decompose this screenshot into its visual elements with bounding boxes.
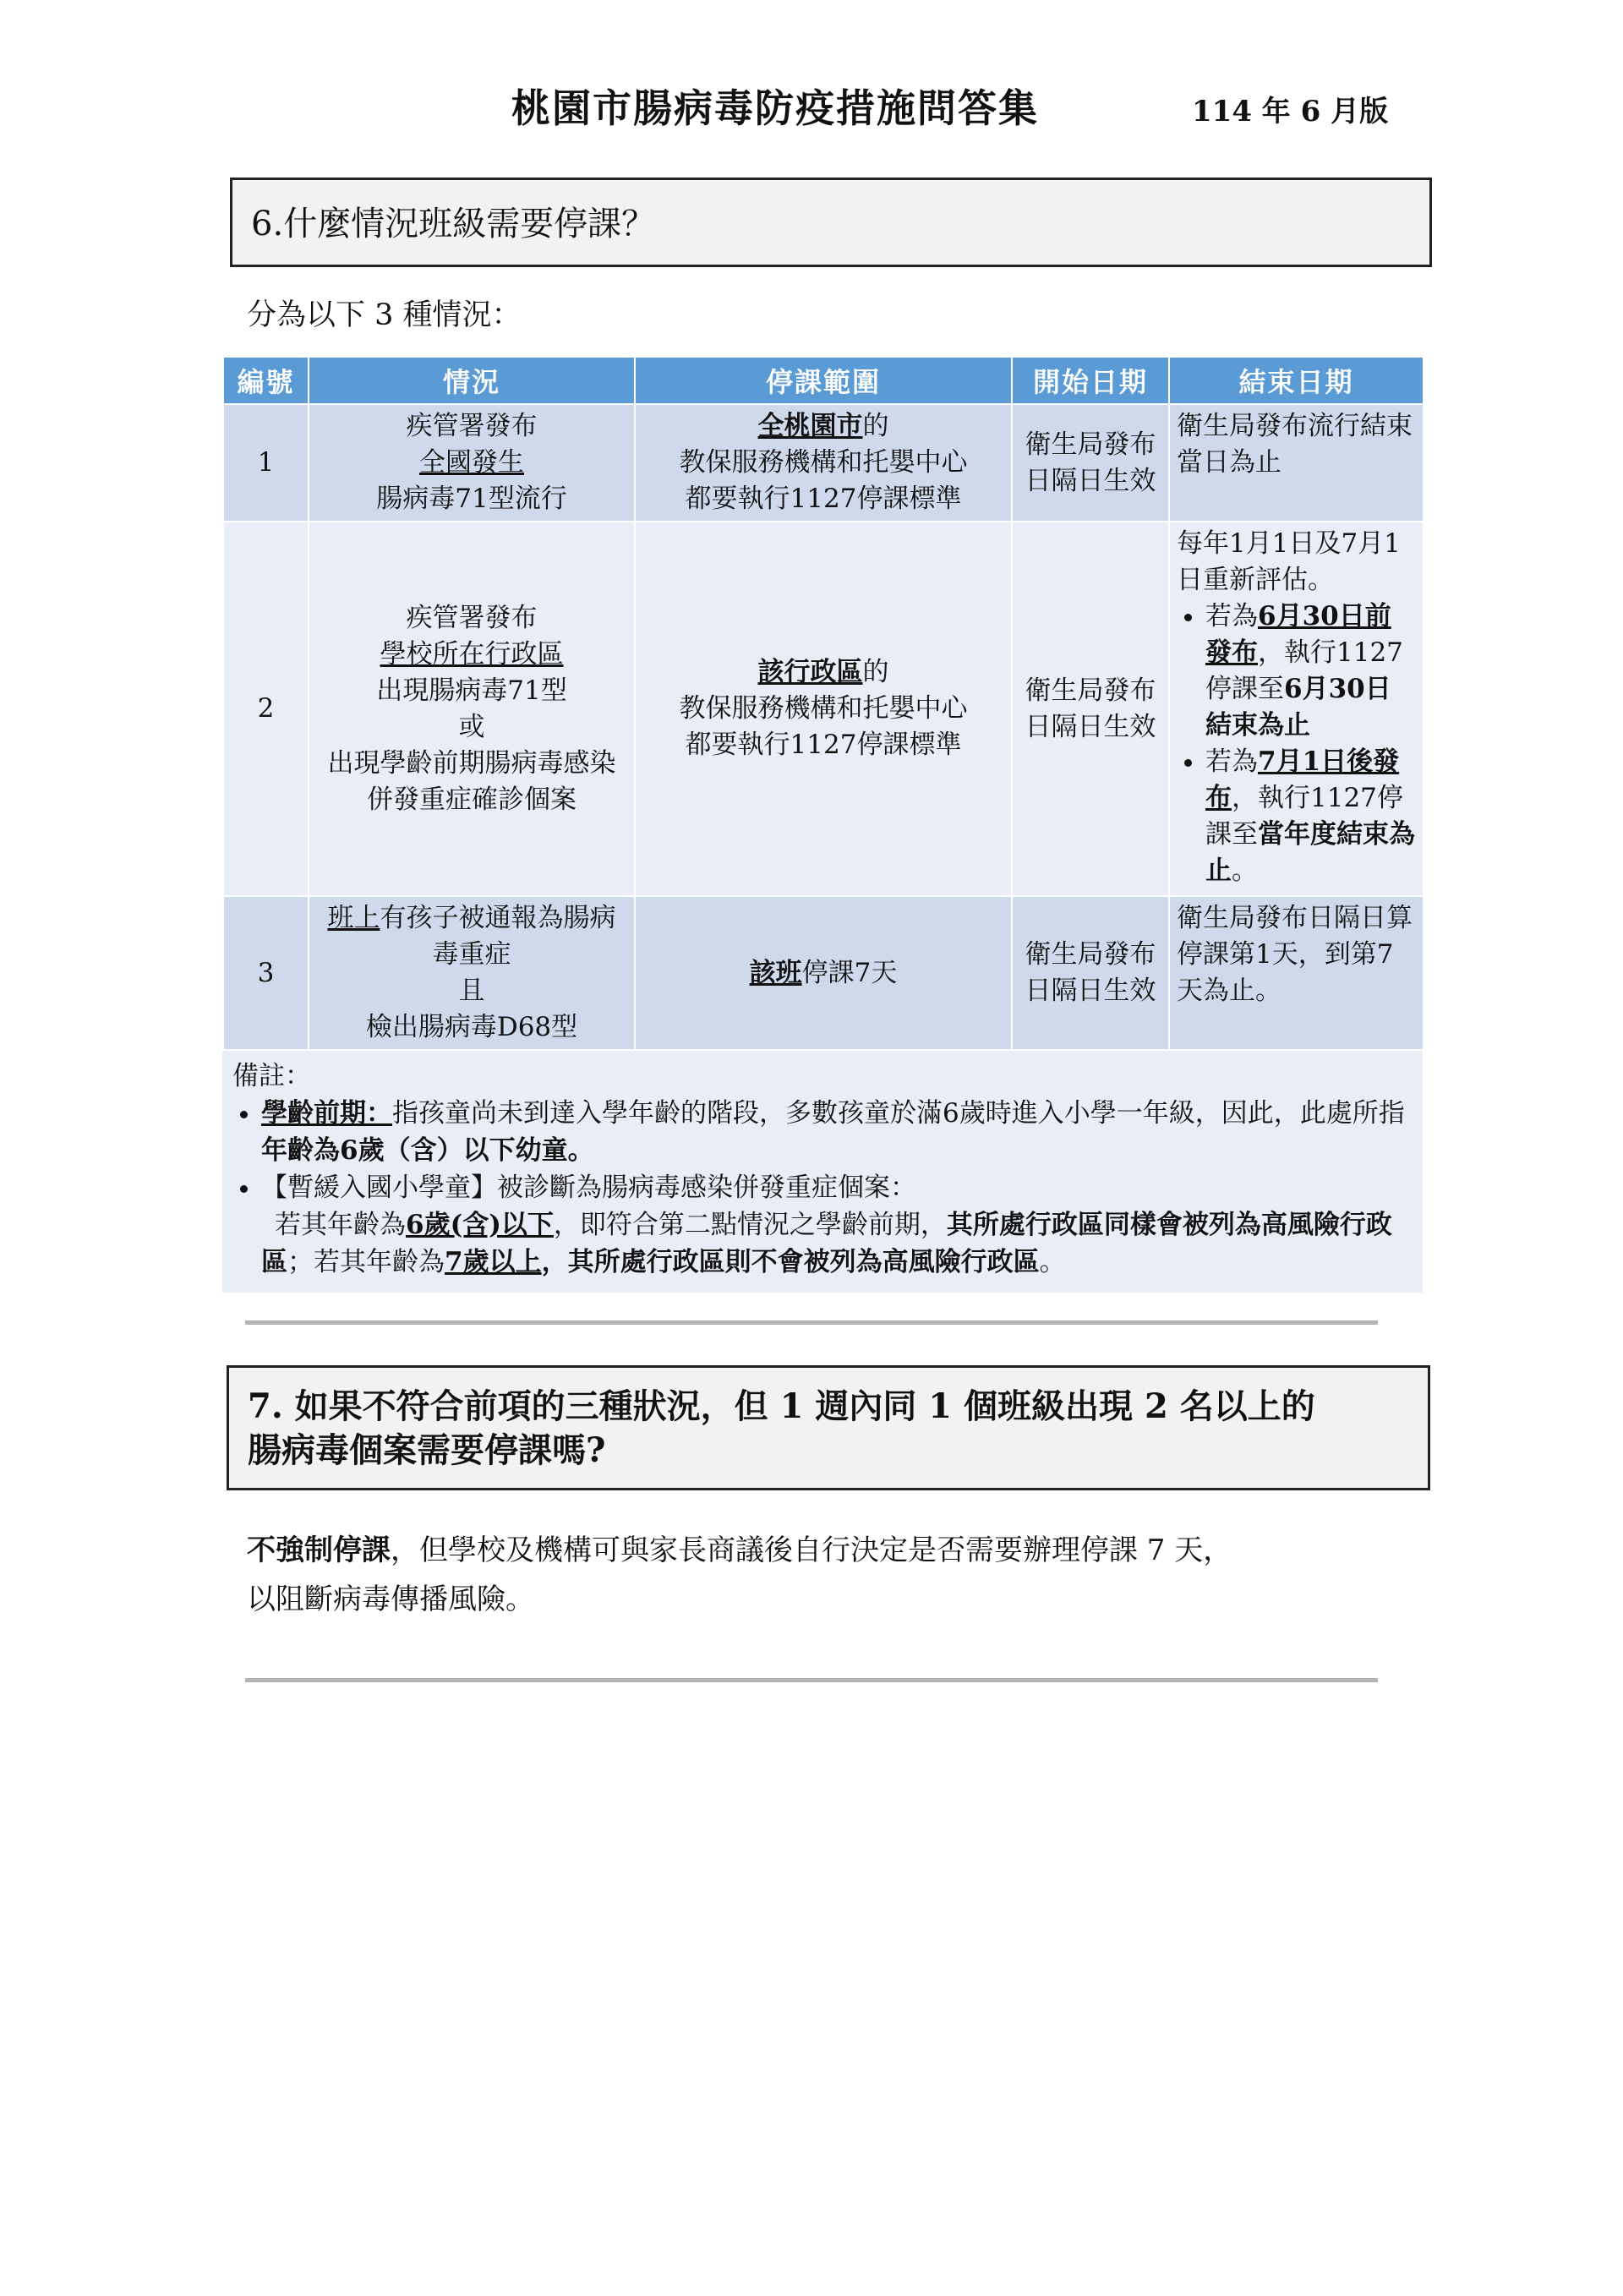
row-3-scope-days: 停課7天: [801, 957, 898, 988]
list-item: [261, 1169, 1409, 1281]
situations-table-wrap: [222, 356, 1423, 1293]
document-title: 桃園市腸病毒防疫措施問答集: [511, 85, 1039, 131]
note-2-e: ；若其年齡為: [287, 1247, 445, 1277]
row-3-scope-class: 該班: [749, 957, 802, 988]
row-2-end-intro: 每年1月1日及7月1日重新評估。: [1177, 528, 1401, 595]
row-2-situation-line: 學校所在行政區: [380, 638, 564, 670]
end-b2-tail: 。: [1232, 856, 1258, 886]
row-2-end: [1169, 522, 1424, 896]
note-1-text: 指孩童尚未到達入學年齡的階段，多數孩童於滿6歲時進入小學一年級，因此，此處所指: [392, 1098, 1405, 1129]
question-7-line: 7. 如果不符合前項的三種狀況，但 1 週內同 1 個班級出現 2 名以上的: [248, 1386, 1315, 1426]
section-divider: [245, 1320, 1378, 1325]
row-2-scope-of: 的: [862, 657, 889, 687]
row-2-situation-line: 疾管署發布: [406, 602, 538, 633]
note-2-b: 6歲(含)以下: [406, 1210, 554, 1240]
question-7-answer: [247, 1526, 1232, 1624]
row-2-situation-line: 或: [458, 711, 485, 742]
answer-line-2: 以阻斷病毒傳播風險。: [247, 1583, 534, 1616]
row-1-end: 衛生局發布流行結束當日為止: [1169, 404, 1424, 522]
row-3-no: 3: [223, 896, 309, 1050]
row-3-situation-class: 班上: [327, 903, 380, 933]
row-3-start: 衛生局發布日隔日生效: [1012, 896, 1169, 1050]
note-2-a: 若其年齡為: [275, 1210, 406, 1240]
note-2-g: ，其所處行政區則不會被列為高風險行政區: [541, 1247, 1040, 1277]
note-2-text: 被診斷為腸病毒感染併發重症個案：: [497, 1173, 916, 1203]
note-2-f: 7歲以上: [445, 1247, 542, 1277]
notes-list: [232, 1095, 1409, 1281]
end-b2-key: 7月1日後發布: [1205, 746, 1400, 813]
note-2-head: 【暫緩入國小學童】: [261, 1173, 497, 1203]
end-b2-mid: ，執行1127停課至: [1205, 783, 1403, 850]
question-6-text: 6.什麼情況班級需要停課？: [251, 205, 656, 243]
note-2-h: 。: [1039, 1247, 1066, 1277]
row-2-situation: [309, 522, 635, 896]
table-header-row: [223, 357, 1424, 404]
note-1-bold: 年齡為6歲（含）以下幼童。: [261, 1135, 594, 1166]
row-2-scope: [635, 522, 1012, 896]
row-1-scope-target: 教保服務機構和托嬰中心: [679, 447, 968, 478]
note-2-d: 其所處行政區同樣會被列為高風險行政區: [261, 1210, 1392, 1277]
page-header: [0, 78, 1623, 137]
question-7-box: [227, 1365, 1430, 1490]
answer-rest: ，但學校及機構可與家長商議後自行決定是否需要辦理停課 7 天，: [391, 1533, 1232, 1567]
end-b1-key: 6月30日前發布: [1205, 601, 1391, 668]
row-3-situation: [309, 896, 635, 1050]
answer-bold: 不強制停課: [247, 1533, 391, 1567]
row-1-start: 衛生局發布日隔日生效: [1012, 404, 1169, 522]
table-row: [223, 522, 1424, 896]
table-notes: [222, 1051, 1423, 1293]
col-header-no: 編號: [223, 357, 309, 404]
list-item: [1205, 744, 1416, 889]
version-label: 114 年 6 月版: [1192, 95, 1389, 128]
question-7-line: 腸病毒個案需要停課嗎?: [248, 1430, 606, 1470]
row-1-scope-of: 的: [862, 411, 889, 441]
row-1-scope-area: 全桃園市: [757, 411, 863, 441]
row-3-situation-text: 有孩子被通報為腸病毒重症: [380, 903, 616, 970]
row-2-start: 衛生局發布日隔日生效: [1012, 522, 1169, 896]
row-2-scope-target: 教保服務機構和托嬰中心: [679, 693, 968, 724]
table-row: [223, 404, 1424, 522]
row-2-scope-rule: 都要執行1127停課標準: [685, 730, 962, 760]
row-1-situation-line: 全國發生: [419, 447, 524, 478]
end-b2-end: 當年度結束為止: [1205, 819, 1415, 886]
row-1-scope-rule: 都要執行1127停課標準: [685, 484, 962, 514]
row-3-end: 衛生局發布日隔日算停課第1天，到第7天為止。: [1169, 896, 1424, 1050]
row-3-situation-d68: 檢出腸病毒D68型: [365, 1012, 578, 1042]
col-header-end: 結束日期: [1169, 357, 1424, 404]
row-1-situation: [309, 404, 635, 522]
end-b2-pre: 若為: [1205, 746, 1258, 777]
end-b1-end: 6月30日結束為止: [1205, 674, 1391, 741]
row-1-situation-line: 疾管署發布: [406, 411, 538, 441]
col-header-situation: 情況: [309, 357, 635, 404]
row-1-scope: [635, 404, 1012, 522]
row-1-no: 1: [223, 404, 309, 522]
row-2-situation-line: 出現腸病毒71型: [376, 675, 567, 706]
list-item: [1205, 599, 1416, 744]
end-b1-pre: 若為: [1205, 601, 1258, 631]
col-header-start: 開始日期: [1012, 357, 1169, 404]
row-3-situation-and: 且: [458, 976, 485, 1006]
notes-title: 備註：: [232, 1061, 311, 1091]
note-1-key: 學齡前期：: [261, 1098, 392, 1129]
list-item: [261, 1095, 1409, 1169]
end-b1-mid: ，執行1127停課至: [1205, 637, 1403, 704]
situations-table: [222, 356, 1424, 1051]
row-2-end-list: [1177, 599, 1416, 889]
question-6-box: [230, 178, 1432, 267]
table-row: [223, 896, 1424, 1050]
section-divider: [245, 1678, 1378, 1682]
note-2-c: ，即符合第二點情況之學齡前期，: [553, 1210, 947, 1240]
row-2-scope-area: 該行政區: [757, 657, 863, 687]
row-2-situation-line: 出現學齡前期腸病毒感染併發重症確診個案: [327, 747, 616, 815]
question-6-intro: 分為以下 3 種情況：: [247, 298, 522, 332]
row-1-situation-line: 腸病毒71型流行: [376, 484, 567, 514]
row-2-no: 2: [223, 522, 309, 896]
col-header-scope: 停課範圍: [635, 357, 1012, 404]
row-3-scope: [635, 896, 1012, 1050]
